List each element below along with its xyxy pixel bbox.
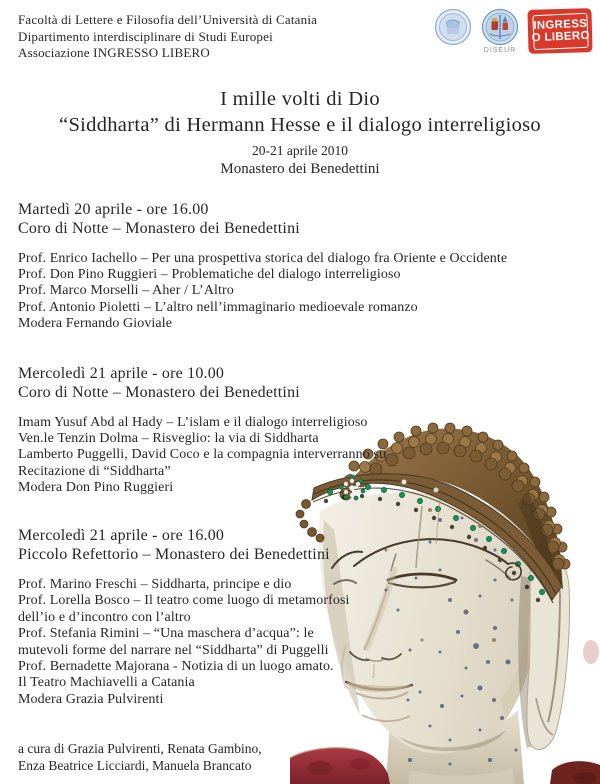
speaker-line: Modera Fernando Gioviale [18,315,173,331]
session-where: Coro di Notte – Monastero dei Benedettini [18,384,300,401]
session-block-2 [18,364,386,496]
session-when: Martedì 20 aprile - ore 16.00 [18,201,209,218]
ingresso-libero-stamp-icon [527,8,592,54]
speaker-line: mutevoli forme del narrare nel “Siddharta” di Puggelli [18,642,329,658]
unict-seal-icon [434,8,472,46]
speaker-line: Prof. Enrico Iachello – Per una prospettiva storica del dialogo fra Oriente e Occidente [18,251,508,266]
credits-line: Enza Beatrice Licciardi, Manuela Brancato [18,757,252,773]
speaker-line: Prof. Lorella Bosco – Il teatro come luogo di metamorfosi [18,593,350,609]
diseur-seal-icon [481,8,519,54]
stamp-line: INGRESS [532,17,587,32]
title-block [0,88,600,178]
org-line: Facoltà di Lettere e Filosofia dell’Università di Catania [18,12,318,27]
session-block-1 [18,200,507,332]
speaker-line: Prof. Stefania Rimini – “Una maschera d’acqua”: le [18,626,314,642]
credits-line: a cura di Grazia Pulvirenti, Renata Gambino, [18,741,262,756]
session-speakers [18,577,350,708]
session-block-3 [18,526,350,708]
speaker-line: Modera Grazia Pulvirenti [18,691,164,707]
event-venue: Monastero dei Benedettini [220,161,380,177]
speaker-line: Ven.le Tenzin Dolma – Risveglio: la via di Siddharta [18,431,319,447]
session-where: Coro di Notte – Monastero dei Benedettini [18,220,300,237]
session-when: Mercoledì 21 aprile - ore 16.00 [18,527,225,544]
speaker-line: Il Teatro Machiavelli a Catania [18,675,195,691]
speaker-line: Modera Don Pino Ruggieri [18,479,174,495]
header-logos [434,8,592,54]
header-organisations [18,12,317,62]
speaker-line: Prof. Antonio Pioletti – L’altro nell’immaginario medioevale romanzo [18,299,418,315]
session-speakers [18,251,507,332]
speaker-line: Prof. Marco Morselli – Aher / L’Altro [18,283,234,299]
org-line: Dipartimento interdisciplinare di Studi Europei [18,28,273,44]
stamp-line: O LIBERO [530,28,590,44]
credits [18,741,262,774]
event-title-line-1: I mille volti di Dio [220,88,380,110]
speaker-line: Prof. Bernadette Majorana - Notizia di un luogo amato. [18,659,334,675]
org-line: Associazione INGRESSO LIBERO [18,45,210,60]
session-speakers [18,415,386,496]
event-title-line-2: “Siddharta” di Hermann Hesse e il dialogo interreligioso [59,114,541,136]
speaker-line: dell’io e d’incontro con l’altro [18,609,191,625]
speaker-line: Prof. Don Pino Ruggieri – Problematiche del dialogo interreligioso [18,267,401,283]
session-when: Mercoledì 21 aprile - ore 10.00 [18,365,225,382]
session-where: Piccolo Refettorio – Monastero dei Benedettini [18,546,330,563]
speaker-line: Recitazione di “Siddharta” [18,463,171,479]
diseur-caption: DISEUR [483,47,517,54]
speaker-line: Lamberto Puggelli, David Coco e la compagnia interverranno su [18,447,387,463]
event-date: 20-21 aprile 2010 [252,143,348,158]
speaker-line: Prof. Marino Freschi – Siddharta, principe e dio [18,577,292,592]
speaker-line: Imam Yusuf Abd al Hady – L’islam e il dialogo interreligioso [18,415,368,430]
